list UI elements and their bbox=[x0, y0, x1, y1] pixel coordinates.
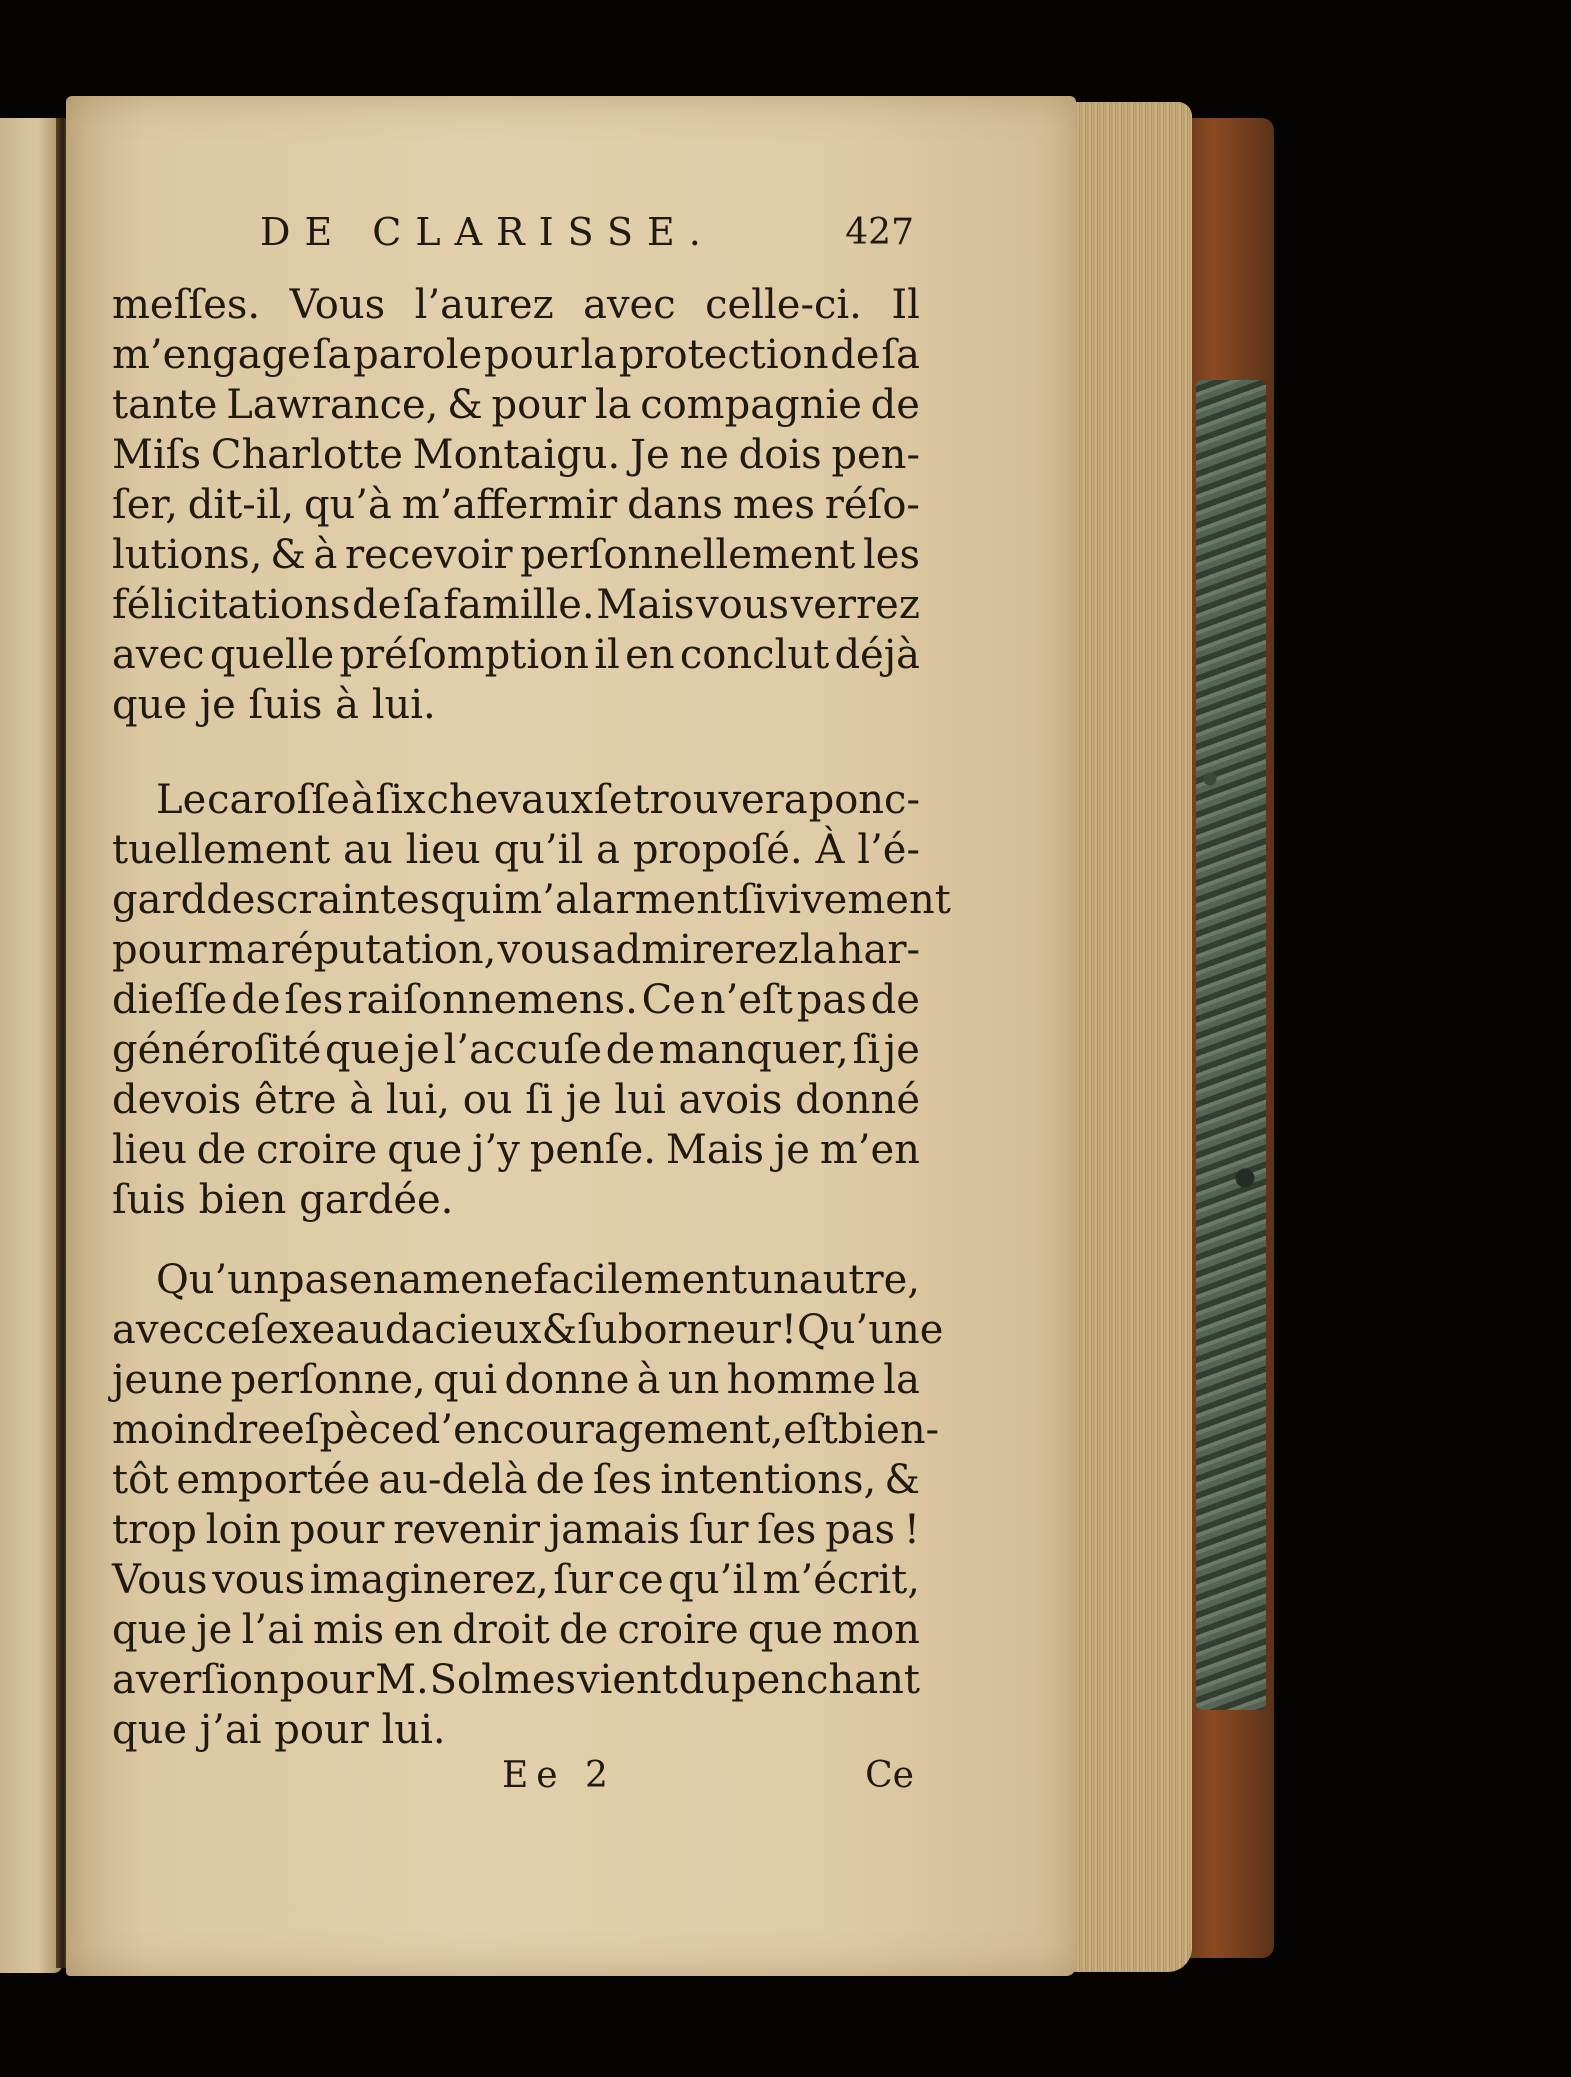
text-line: tante Lawrance, & pour la compagnie de bbox=[112, 382, 920, 428]
paragraph-3 bbox=[112, 1255, 944, 1755]
text-line: que j’ai pour lui. bbox=[112, 1707, 446, 1753]
text-line: devois être à lui, ou ſi je lui avois donné bbox=[112, 1077, 920, 1123]
text-line: trop loin pour revenir jamais ſur ſes pas ! bbox=[112, 1507, 920, 1553]
text-line: Miſs Charlotte Montaigu. Je ne dois pen- bbox=[112, 432, 920, 478]
text-line: dieſſe de ſes raiſonnemens. Ce n’eſt pas de bbox=[112, 977, 920, 1023]
page-header bbox=[112, 210, 920, 270]
page-edges bbox=[1068, 102, 1192, 1972]
text-line: avec ce ſexe audacieux & ſuborneur ! Qu’une bbox=[112, 1307, 944, 1353]
text-line: lieu de croire que j’y penſe. Mais je m’en bbox=[112, 1127, 920, 1173]
paragraph-2 bbox=[112, 775, 951, 1225]
text-line: généroſité que je l’accuſe de manquer, ſi je bbox=[112, 1027, 920, 1073]
marbled-cover-panel bbox=[1196, 380, 1266, 1710]
text-line: Qu’un pas en amene facilement un autre, bbox=[156, 1257, 920, 1303]
signature-mark: Ee 2 bbox=[502, 1755, 616, 1796]
text-line: meſſes. Vous l’aurez avec celle-ci. Il bbox=[112, 282, 920, 328]
text-line: avec quelle préſomption il en conclut déjà bbox=[112, 632, 920, 678]
facing-page-edge bbox=[0, 118, 62, 1973]
text-line: ſer, dit-il, qu’à m’affermir dans mes réſo- bbox=[112, 482, 920, 528]
text-line: moindre eſpèce d’encouragement, eſt bien- bbox=[112, 1407, 940, 1453]
text-line: pour ma réputation, vous admirerez la har- bbox=[112, 927, 920, 973]
text-line: Vous vous imaginerez, ſur ce qu’il m’écrit, bbox=[112, 1557, 920, 1603]
text-line: ſuis bien gardée. bbox=[112, 1177, 454, 1223]
text-line: gard des craintes qui m’alarment ſi vivement bbox=[112, 877, 951, 923]
text-line: jeune perſonne, qui donne à un homme la bbox=[112, 1357, 920, 1403]
text-line: félicitations de ſa famille. Mais vous verrez bbox=[112, 582, 920, 628]
text-line: averſion pour M. Solmes vient du penchant bbox=[112, 1657, 920, 1703]
text-line: m’engage ſa parole pour la protection de ſa bbox=[112, 332, 920, 378]
catchword: Ce bbox=[865, 1755, 914, 1796]
text-line: tôt emportée au-delà de ſes intentions, & bbox=[112, 1457, 920, 1503]
text-line: tuellement au lieu qu’il a propoſé. À l’é- bbox=[112, 827, 920, 873]
text-line: lutions, & à recevoir perſonnellement les bbox=[112, 532, 920, 578]
page-number: 427 bbox=[845, 212, 914, 253]
page-footer bbox=[112, 1755, 920, 1811]
paragraph-1 bbox=[112, 280, 920, 730]
text-line: Le caroſſe à ſix chevaux ſe trouvera ponc- bbox=[156, 777, 920, 823]
text-line: que je ſuis à lui. bbox=[112, 682, 436, 728]
text-line: que je l’ai mis en droit de croire que mon bbox=[112, 1607, 920, 1653]
running-head: DE CLARISSE. bbox=[260, 210, 715, 254]
